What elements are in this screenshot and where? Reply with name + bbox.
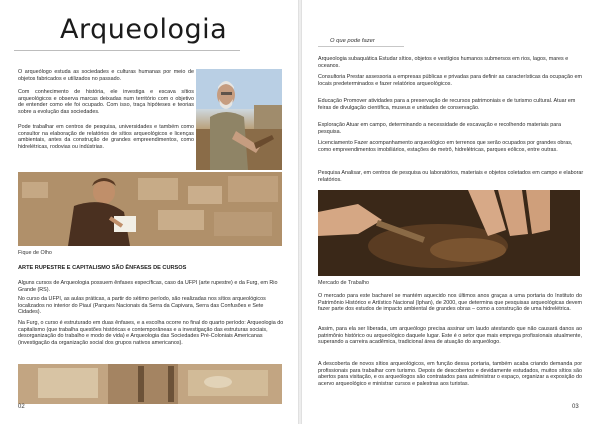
side-heading: O que pode fazer xyxy=(330,38,375,44)
section-heading: ARTE RUPESTRE E CAPITALISMO SÃO ÊNFASES DE CURSOS xyxy=(18,265,187,271)
page-number-left: 02 xyxy=(18,404,25,410)
courses-paragraph: Alguns cursos de Arqueologia possuem ênfases específicas, caso da UFPI (arte rupestre) e da Furg, em Rio Grande (RS). xyxy=(18,280,278,293)
consulting-paragraph: Consultoria Prestar assessoria a empresas públicas e privadas para definir as características da ocupação em locais predeterminados e fazer relatórios arqueológicos. xyxy=(318,74,582,87)
underwater-paragraph: Arqueologia subaquática Estudar sítios, objetos e vestígios humanos submersos em rios, lagos, mares e oceanos. xyxy=(318,56,569,69)
furg-paragraph: Na Furg, o curso é estruturado em duas ênfases, e a escolha ocorre no final do quarto período: Arqueologia do capitalismo (que trabalha questões históricas e contemporâneas e a investigação das estruturas sociais, desorganização do trabalho e modo de vida) e Arqueologia das Sociedades Pré-Coloniais Americanas (investigação da organização social dos grupos nativos americanos). xyxy=(18,320,284,346)
ufpi-paragraph: No curso da UFPI, as aulas práticas, a partir do sétimo período, são realizadas nos sítios arqueológicos localizados no interior do Piauí (Parques Nacionais da Serra da Capivara, Serra das Confusões e Sete Cidades). xyxy=(18,296,266,316)
excavation-photo xyxy=(18,364,282,404)
title-rule xyxy=(14,50,240,51)
licensing-paragraph: Licenciamento Fazer acompanhamento arqueológico em terrenos que serão ocupados por grandes obras, como empreendimentos imobiliários, estações de metrô, hidrelétricas, parques eólicos, entre outras. xyxy=(318,140,573,153)
archaeologist-photo xyxy=(196,69,282,170)
page-number-right: 03 xyxy=(572,404,579,410)
history-paragraph: Com conhecimento de história, ele investiga e escava sítios arqueológicos e observa marcas deixadas num território com o objetivo de entender como ele foi ocupado. Com isso, traça hipóteses e teorias sobre a evolução das sociedades. xyxy=(18,89,194,115)
brushing-artifact-photo xyxy=(318,190,580,276)
licensing-work-paragraph: Assim, para ela ser liberada, um arqueólogo precisa assinar um laudo atestando que não causará danos ao patrimônio histórico ou arqueológico daquele lugar. Este é o setor que mais emprega profissionais atualmente, superando a carreira acadêmica, tradicional área de atuação do arqueólogo. xyxy=(318,326,582,346)
tourism-paragraph: A descoberta de novos sítios arqueológicos, em função dessa portaria, também acaba criando demanda por profissionais para trabalhar com turismo. Depois de descobertos e devidamente estudados, muitos sítios são abertos para visitação, e os arqueólogos são contratados para administrar o espaço, organizar a exposição do acervo arqueológico e ministrar cursos e palestras aos turistas. xyxy=(318,361,582,387)
research-paragraph: Pesquisa Analisar, em centros de pesquisa ou laboratórios, materiais e objetos coletados em campo e elaborar relatórios. xyxy=(318,170,584,183)
photo-caption: Fique de Olho xyxy=(18,250,52,256)
field-work-photo xyxy=(18,172,282,246)
education-paragraph: Educação Promover atividades para a preservação de recursos patrimoniais e de turismo cultural. Atuar em feiras de divulgação científica, museus e unidades de conservação. xyxy=(318,98,576,111)
side-heading-rule xyxy=(318,46,404,47)
page-title: Arqueologia xyxy=(60,14,228,45)
intro-paragraph: O arqueólogo estuda as sociedades e culturas humanas por meio de objetos fabricados e utilizados no passado. xyxy=(18,69,194,82)
market-paragraph: O mercado para este bacharel se mantém aquecido nos últimos anos graças a uma portaria do Instituto do Patrimônio Histórico e Artístico Nacional (Iphan), de 2000, que determina que pesquisas arqueológicas devem fazer parte dos estudos de impacto ambiental de grandes obras – como a construção de uma hidrelétrica. xyxy=(318,293,582,313)
market-caption: Mercado de Trabalho xyxy=(318,280,369,286)
left-page xyxy=(0,0,298,424)
exploration-paragraph: Exploração Atuar em campo, determinando a necessidade de escavação e recolhendo materiais para pesquisa. xyxy=(318,122,562,135)
work-places-paragraph: Pode trabalhar em centros de pesquisa, universidades e também como consultor na elaboração de relatórios de sítios arqueológicos e licenças ambientais, antes da construção de grandes empreendimentos, como hidrelétricas, rodovias ou indústrias. xyxy=(18,124,194,150)
